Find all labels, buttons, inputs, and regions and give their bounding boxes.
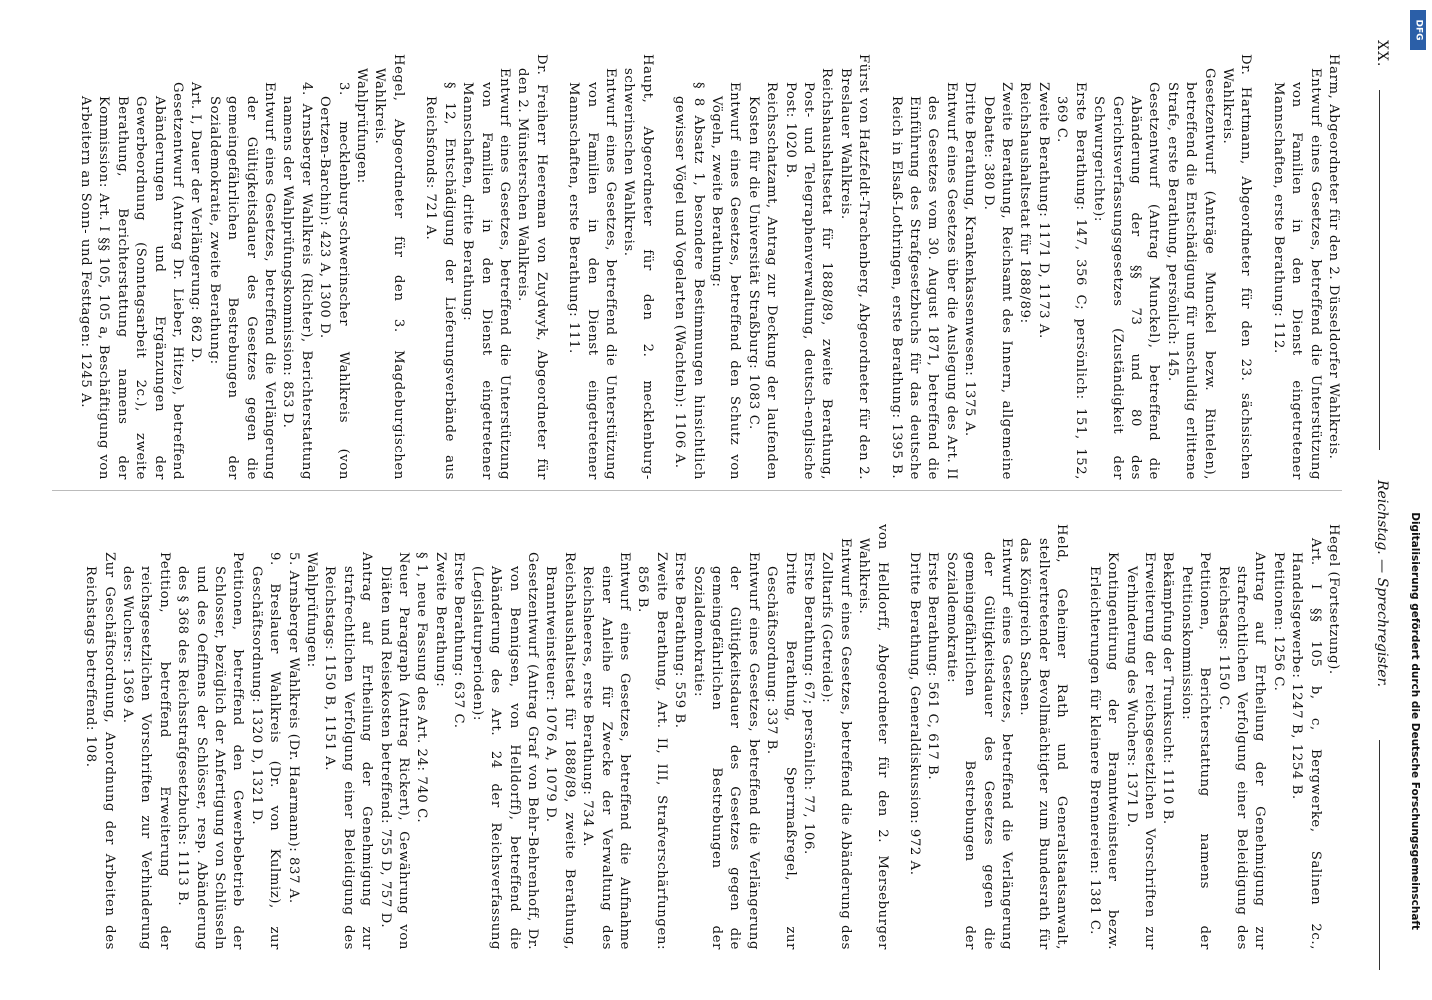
entry-line: Gesetzentwurf (Antrag Dr. Lieber, Hitze), betreffend Abänderungen und Ergänzungen der Gewerbeordnung (Sonntagsarbeit 2c.), zweite Berathung, Berichterstattung namens der Kommission: Art. I §§ 105, 105 a, Beschäftigung von Arbeitern an Sonn- und Festtagen: 1245 A.	[78, 82, 186, 480]
entry-line: Entwurf eines Gesetzes über die Auslegung des Art. II des Gesetzes vom 30. August 1871, betreffend die Einführung des Strafgesetzbuchs für das deutsche Reich in Elsaß-Lothringen, erste Berathung: 1395 B.	[888, 82, 959, 480]
entry-heading: Fürst von Hatzfeldt-Trachenberg, Abgeordneter für den 2. Breslauer Wahlkreis.	[837, 54, 872, 480]
entry-line: Entwurf eines Gesetzes, betreffend die Unterstützung von Familien in den Dienst eingetretener Mannschaften, erste Berathung: 111.	[566, 68, 618, 480]
entry-heading: Harm, Abgeordneter für den 2. Düsseldorfer Wahlkreis.	[1326, 54, 1341, 460]
entry-line: Erste Berathung: 147, 356 C; persönlich: 151, 152, 369 C.	[1054, 82, 1088, 480]
entry-line: Art. I, Dauer der Verlängerung: 862 D.	[188, 82, 204, 364]
entry-line: Petitionen: 1256 C.	[1270, 552, 1286, 692]
entry-line: Bekämpfung der Trunksucht: 1110 B.	[1160, 552, 1176, 825]
entry-line: Art. I §§ 105 b, c, Bergwerke, Salinen 2c., Handelsgewerbe: 1247 B, 1254 B.	[1289, 538, 1323, 950]
entry-line: Erweiterung der reichsgesetzlichen Vorschriften zur Verhinderung des Wuchers: 1371 D.	[1123, 552, 1157, 950]
right-column	[67, 510, 1342, 950]
entry-heading: Hegel (Fortsetzung).	[1326, 524, 1341, 675]
entry-line: Petitionen, betreffend den Gewerbebetrieb der Schlosser, bezüglich der Anfertigung von Schlüsseln und des Oeffnens der Schlösser, resp. Abänderung des § 368 des Reichsstrafgesetzbuchs: 1113 B.	[175, 552, 246, 950]
entry-line: Entwurf eines Gesetzes, betreffend die Verlängerung der Gültigkeitsdauer des Gesetzes gegen die gemeingefährlichen Bestrebungen der Sozialdemokratie:	[943, 538, 1015, 950]
entry-line: 5. Arnsberger Wahlkreis (Dr. Haarmann): 837 A.	[285, 552, 301, 904]
entry-line: 4. Arnsberger Wahlkreis (Richter), Berichterstattung namens der Wahlprüfungskommission: 853 D.	[280, 82, 314, 480]
entry-line: Erste Berathung: 637 C.	[451, 552, 467, 729]
entry-line: Entwurf eines Gesetzes, betreffend die Unterstützung von Familien in den Dienst eingetretener Mannschaften, erste Berathung: 112.	[1270, 68, 1323, 480]
entry-line: Dritte Berathung, Generaldiskussion: 972 A.	[907, 552, 923, 876]
entry-line: Wahlprüfungen:	[304, 552, 320, 668]
page-title: Reichstag. — Sprechregister.	[1374, 480, 1390, 688]
entry-line: 3. mecklenburg-schwerinscher Wahlkreis (von Oertzen-Barchin): 423 A, 1300 D.	[317, 82, 351, 480]
entry-heading: Dr. Hartmann, Abgeordneter für den 23. sächsischen Wahlkreis.	[1219, 54, 1254, 480]
dfg-badge-text: DFG	[1413, 19, 1424, 41]
register-entry	[1268, 40, 1342, 480]
entry-line: Zweite Berathung, Art. II, III, Strafverschärfungen: 856 B.	[635, 552, 669, 950]
entry-line: § 8 Absatz 1, besondere Bestimmungen hinsichtlich gewisser Vögel und Vogelarten (Wachteln): 1106 A.	[672, 82, 706, 480]
credit-text: Digitalisierung gefördert durch die Deutsche Forschungsgemeinschaft	[1409, 512, 1421, 930]
register-entry	[905, 510, 1071, 950]
entry-heading: Dr. Freiherr Heereman von Zuydwyk, Abgeordneter für den 2. Münsterschen Wahlkreis.	[515, 54, 549, 480]
entry-line: Reichsschatzamt, Antrag zur Deckung der laufenden Kosten für die Universität Straßburg: 1083 C.	[745, 82, 780, 480]
register-entry	[670, 40, 872, 480]
entry-line: Gesetzentwurf (Antrag Graf von Behr-Behrenhoff, Dr. von Bennigsen, von Helldorff), betreffend die Abänderung des Art. 24 der Reichsverfassung (Legislaturperioden):	[469, 552, 540, 950]
register-entry	[76, 40, 407, 480]
running-head	[1364, 40, 1394, 970]
entry-line: Erste Berathung: 67; persönlich: 77, 106.	[801, 552, 817, 855]
register-entry	[81, 510, 891, 950]
entry-line: Entwurf eines Gesetzes, betreffend die Unterstützung von Familien in den Dienst eingetretener Mannschaften, dritte Berathung:	[460, 68, 512, 480]
entry-line: Gesetzentwurf (Antrag Munckel), betreffend die Abänderung der §§ 73 und 80 des Gerichtsverfassungsgesetzes (Zuständigkeit der Schwurgerichte):	[1091, 82, 1162, 480]
entry-line: Entwurf eines Gesetzes, betreffend die Abänderung des Zolltarifs (Getreide):	[819, 538, 853, 950]
entry-line: Neuer Paragraph (Antrag Rickert), Gewährung von Diäten und Reisekosten betreffend: 755 D, 757 D.	[377, 552, 412, 950]
dfg-logo	[1410, 10, 1426, 50]
entry-line: Zur Geschäftsordnung, Anordnung der Arbeiten des Reichstags betreffend: 108.	[83, 552, 117, 950]
head-rule-left	[1379, 90, 1380, 450]
register-entry	[886, 40, 1254, 480]
entry-line: Dritte Berathung, Krankenkassenwesen: 1375 A.	[962, 82, 978, 437]
entry-heading: Hegel, Abgeordneter für den 3. Magdeburgischen Wahlkreis.	[372, 54, 406, 480]
entry-line: Entwurf eines Gesetzes, betreffend die Aufnahme einer Anleihe für Zwecke der Verwaltung des Reichsheeres, erste Berathung: 734 A.	[580, 552, 632, 950]
entry-line: Reichshaushaltsetat für 1888/89:	[1017, 82, 1033, 324]
entry-line: Petitionen, Berichterstattung namens der Petitionskommission:	[1178, 552, 1213, 950]
entry-line: Dritte Berathung, Sperrmaßregel, zur Geschäftsordnung: 337 B.	[764, 552, 798, 950]
entry-line: Antrag auf Ertheilung der Genehmigung zur strafrechtlichen Verfolgung einer Beleidigung des Reichstags: 1150 C.	[1215, 552, 1268, 950]
entry-line: Reichshaushaltsetat für 1888/89, zweite Berathung, Branntweinsteuer: 1076 A, 1079 D.	[543, 552, 577, 950]
entry-line: Zweite Berathung:	[432, 552, 448, 688]
entry-line: Petition, betreffend Erweiterung der reichsgesetzlichen Vorschriften zur Verhinderung des Wuchers: 1369 A.	[120, 552, 172, 950]
entry-heading: von Helldorff, Abgeordneter für den 2. Merseburger Wahlkreis.	[856, 524, 890, 950]
entry-heading: Haupt, Abgeordneter für den 2. mecklenburg-schwerinschen Wahlkreis.	[621, 54, 655, 480]
entry-line: Gesetzentwurf (Anträge Munckel bezw. Rintelen), betreffend die Entschädigung für unschuldig erlittene Strafe, erste Berathung, persönlich: 145.	[1164, 68, 1217, 480]
entry-line: § 1, neue Fassung des Art. 24: 740 C.	[414, 552, 430, 824]
left-column	[62, 40, 1342, 480]
entry-line: Zweite Berathung: 1171 D, 1173 A.	[1035, 82, 1051, 339]
entry-line: Entwurf eines Gesetzes, betreffend die Verlängerung der Gültigkeitsdauer des Gesetzes gegen die gemeingefährlichen Bestrebungen der Sozialdemokratie:	[690, 552, 761, 950]
entry-line: Erste Berathung: 561 C, 617 B.	[925, 552, 941, 781]
entry-line: 9. Breslauer Wahlkreis (Dr. von Kulmiz), zur Geschäftsordnung: 1320 D, 1321 D.	[248, 552, 283, 950]
entry-heading: Held, Geheimer Rath und Generalstaatsanwalt, stellvertretender Bevollmächtigter zum Bundesrath für das Königreich Sachsen.	[1017, 524, 1070, 950]
entry-line: Zweite Berathung, Reichsamt des Innern, allgemeine Debatte: 380 D.	[980, 82, 1015, 480]
register-entry	[1084, 510, 1342, 950]
entry-line: Entwurf eines Gesetzes, betreffend den Schutz von Vögeln, zweite Berathung:	[709, 82, 743, 480]
entry-line: Antrag auf Ertheilung der Genehmigung zur strafrechtlichen Verfolgung einer Beleidigung des Reichstags: 1150 B, 1151 A.	[322, 552, 375, 950]
entry-line: Erste Berathung: 559 B.	[672, 552, 688, 729]
head-rule-right	[1379, 740, 1380, 970]
register-entry	[564, 40, 656, 480]
entry-line: Kontingentirung der Branntweinsteuer bezw. Erleichterungen für kleinere Brennereien: 1381 C.	[1086, 552, 1121, 950]
entry-line: Entwurf eines Gesetzes, betreffend die Verlängerung der Gültigkeitsdauer des Gesetzes gegen die gemeingefährlichen Bestrebungen der Sozialdemokratie, zweite Berathung:	[206, 82, 278, 480]
register-entry	[421, 40, 550, 480]
entry-line: Reichshaushaltsetat für 1888/89, zweite Berathung, Post- und Telegraphenverwaltung, deutsch-englische Post: 1020 B.	[782, 68, 835, 480]
entry-line: § 12, Entschädigung der Lieferungsverbände aus Reichsfonds: 721 A.	[423, 82, 457, 480]
column-divider	[52, 490, 1342, 491]
entry-line: Wahlprüfungen:	[354, 68, 370, 184]
page-number: XX.	[1374, 40, 1390, 68]
digitization-credit	[1404, 10, 1430, 990]
